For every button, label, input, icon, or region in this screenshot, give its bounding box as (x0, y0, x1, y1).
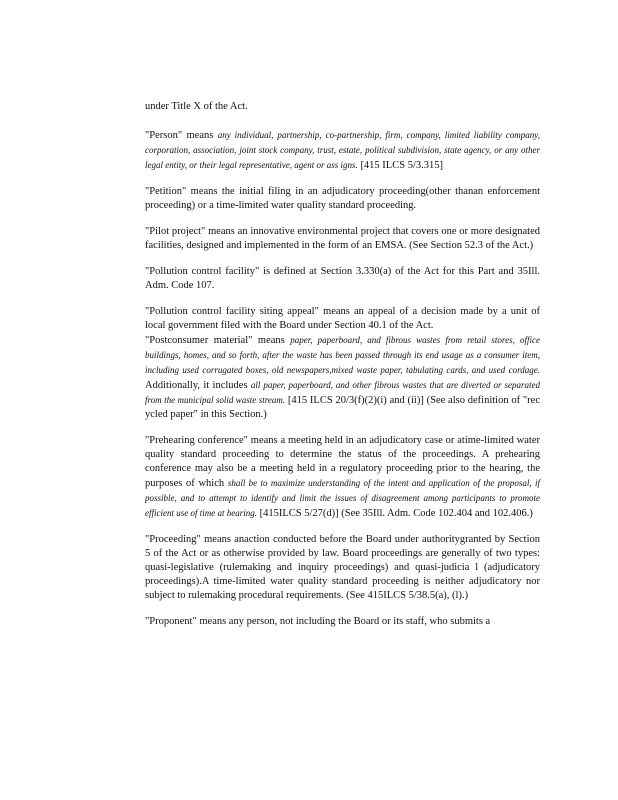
prehearing-citation: [415ILCS 5/27(d)] (See 35Ill. Adm. Code 102.404 and 102.406.) (256, 508, 533, 519)
prehearing-term: "Prehearing conference" means a meeting held in an adjudicatory case or atime-limited water quality standard proceeding to determine the status of the proceedings. A prehearing conference may also be a meeting held in a regulatory proceeding prior to the hearing, the purposes of which (145, 435, 540, 489)
postconsumer-citation: [415 ILCS 20/3(f)(2)(i) and (ii)] (See also definition of "rec ycled paper" in this Section.) (145, 395, 540, 420)
definition-siting-appeal: "Pollution control facility siting appeal" means an appeal of a decision made by a unit of local government filed with the Board under Section 40.1 of the Act. (145, 306, 540, 331)
postconsumer-additionally: Additionally, it includes (145, 380, 251, 391)
definitions-text (145, 100, 540, 641)
definition-person (145, 128, 540, 173)
person-statutory-text: any individual, partnership, co-partnership, firm, company, limited liability company, corporation, association, joint stock company, trust, estate, political subdivision, state agency, or any other legal entity, or their legal representative, agent or ass igns. (145, 130, 540, 170)
definition-postconsumer-material (145, 333, 540, 422)
definition-prehearing-conference (145, 434, 540, 521)
definition-proceeding: "Proceeding" means anaction conducted before the Board under authoritygranted by Section 5 of the Act or as otherwise provided by law. Board proceedings are generally of two types: quasi-legislative (rulemaking and inquiry proceedings) and quasi-judicia l (adjudicatory proceedings).A time-limited water quality standard proceeding is neither adjudicatory nor subject to rulemaking procedural requirements. (See 415ILCS 5/38.5(a), (l).) (145, 534, 540, 601)
postconsumer-statutory-text: paper, paperboard, and fibrous wastes from retail stores, office buildings, homes, and so forth, after the waste has been passed through its end usage as a consumer item, including used corrugated boxes, old newspapers,mixed waste paper, tabulating cards, and used cordage. (145, 335, 540, 375)
definition-pollution-control-facility: "Pollution control facility" is defined at Section 3.330(a) of the Act for this Part and 35Ill. Adm. Code 107. (145, 266, 540, 291)
paragraph-title-x: under Title X of the Act. (145, 101, 248, 112)
postconsumer-term: "Postconsumer material" means (145, 335, 291, 346)
postconsumer-statutory-text-2: all paper, paperboard, and other fibrous wastes that are diverted or separated from the municipal solid waste stream. (145, 380, 540, 405)
person-term: "Person" means (145, 130, 218, 141)
person-citation: [415 ILCS 5/3.315] (357, 160, 443, 171)
definition-proponent: "Proponent" means any person, not including the Board or its staff, who submits a (145, 616, 491, 627)
definition-petition: "Petition" means the initial filing in an adjudicatory proceeding(other thanan enforcement proceeding) or a time-limited water quality standard proceeding. (145, 186, 540, 211)
prehearing-statutory-text: shall be to maximize understanding of the intent and application of the proposal, if possible, and to attempt to identify and limit the issues of disagreement among participants to promote efficient use of time at hearing. (145, 478, 540, 518)
definition-pilot-project: "Pilot project" means an innovative environmental project that covers one or more designated facilities, designed and implemented in the form of an EMSA. (See Section 52.3 of the Act.) (145, 226, 540, 251)
